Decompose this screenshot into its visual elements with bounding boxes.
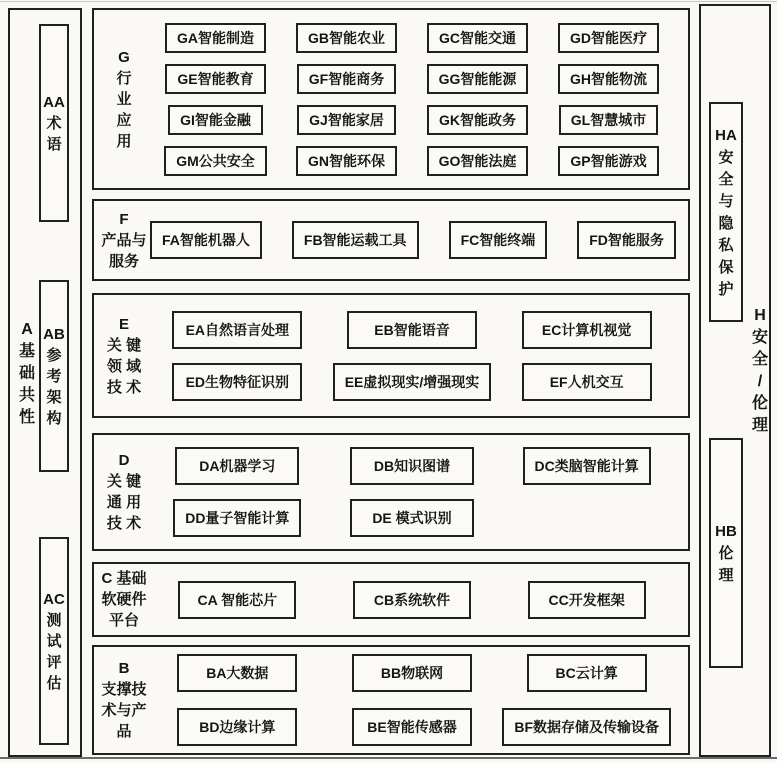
section-d-grid <box>150 435 688 549</box>
scan-edge-top <box>0 1 777 2</box>
section-b-supporting-technologies-products <box>92 645 690 755</box>
block-ha-char: 安 <box>718 148 734 166</box>
block-gc: GC智能交通 <box>427 23 528 53</box>
block-bd: BD边缘计算 <box>177 708 297 746</box>
block-gm: GM公共安全 <box>164 146 267 176</box>
block-aa-terminology <box>39 24 69 222</box>
block-dc: DC类脑智能计算 <box>523 447 651 485</box>
section-g-label-line: G <box>118 48 130 66</box>
section-d-label-line: 技 术 <box>106 515 142 532</box>
section-f-label-line: 产品与 <box>101 231 147 249</box>
section-f-products-services <box>92 199 690 281</box>
section-g-label-line: 业 <box>116 90 132 108</box>
block-ab-char: 参 <box>46 346 62 364</box>
block-hb-char: 理 <box>718 566 734 584</box>
block-ab-char: 架 <box>46 388 62 406</box>
block-gb: GB智能农业 <box>296 23 397 53</box>
block-gi: GI智能金融 <box>168 105 263 135</box>
section-c-label-line: C 基础 <box>101 570 147 587</box>
group-h-label-char: / <box>757 373 763 390</box>
block-ef: EF人机交互 <box>522 363 652 401</box>
section-e-label-line: E <box>118 315 129 333</box>
block-ca: CA 智能芯片 <box>178 581 296 619</box>
section-d-label-line: 关 键 <box>106 473 142 490</box>
block-ee: EE虚拟现实/增强现实 <box>333 363 492 401</box>
group-h-security-ethics <box>699 4 771 757</box>
section-e-key-domain-technologies <box>92 293 690 418</box>
section-e-label <box>94 295 150 416</box>
block-gl: GL智慧城市 <box>559 105 658 135</box>
section-c-grid <box>150 564 688 635</box>
section-d-label <box>94 435 150 549</box>
block-ed: ED生物特征识别 <box>172 363 302 401</box>
block-hb-ethics <box>709 438 743 668</box>
group-a-label-char: 共 <box>18 387 35 404</box>
block-ac-testing-evaluation <box>39 537 69 745</box>
block-ac-char: 试 <box>46 632 62 650</box>
block-cc: CC开发框架 <box>528 581 646 619</box>
group-a-label-char: 础 <box>18 365 35 382</box>
block-ec: EC计算机视觉 <box>522 311 652 349</box>
block-gn: GN智能环保 <box>296 146 397 176</box>
section-g-label-line: 应 <box>116 111 132 129</box>
section-b-label-line: 品 <box>116 723 132 740</box>
block-dd: DD量子智能计算 <box>173 499 301 537</box>
section-e-grid <box>150 295 688 416</box>
block-ab-char: 考 <box>46 367 62 385</box>
block-aa-char: AA <box>43 93 65 111</box>
block-ha-char: 隐 <box>718 214 734 232</box>
section-c-foundation-software-hardware-platform <box>92 562 690 637</box>
group-h-label-char: 理 <box>751 417 768 434</box>
section-g-label-line: 用 <box>116 132 132 150</box>
block-ac-char: AC <box>43 590 65 608</box>
group-a-label-char: A <box>21 321 33 338</box>
block-be: BE智能传感器 <box>352 708 472 746</box>
section-b-label-line: 术与产 <box>101 702 147 719</box>
section-b-grid <box>150 647 688 753</box>
block-de: DE 模式识别 <box>350 499 474 537</box>
scan-edge-bottom <box>0 757 777 759</box>
section-g-label-line: 行 <box>116 69 132 87</box>
block-ac-char: 评 <box>46 653 62 671</box>
block-fa: FA智能机器人 <box>150 221 262 259</box>
section-e-label-line: 技 术 <box>106 378 142 396</box>
section-f-label <box>94 201 150 279</box>
group-a-label <box>16 320 38 427</box>
block-ha-char: 保 <box>718 258 734 276</box>
section-b-label-line: B <box>118 660 130 677</box>
group-h-label-char: 全 <box>751 351 768 368</box>
section-d-label-line: D <box>118 452 130 469</box>
block-cb: CB系统软件 <box>353 581 471 619</box>
block-gh: GH智能物流 <box>558 64 659 94</box>
group-h-label <box>750 306 770 435</box>
block-da: DA机器学习 <box>175 447 299 485</box>
group-h-label-char: H <box>754 307 766 324</box>
block-ba: BA大数据 <box>177 654 297 692</box>
section-f-grid <box>150 201 772 279</box>
block-aa-char: 语 <box>46 135 62 153</box>
block-ab-reference-architecture <box>39 280 69 472</box>
block-fb: FB智能运载工具 <box>292 221 419 259</box>
section-g-grid <box>150 10 688 188</box>
block-ga: GA智能制造 <box>165 23 266 53</box>
block-db: DB知识图谱 <box>350 447 474 485</box>
section-b-label <box>94 647 150 753</box>
block-ac-char: 测 <box>46 611 62 629</box>
block-aa-char: 术 <box>46 114 62 132</box>
block-gd: GD智能医疗 <box>558 23 659 53</box>
block-ab-char: 构 <box>46 409 62 427</box>
section-g-label <box>94 10 150 188</box>
block-hb-char: 伦 <box>718 544 734 562</box>
block-fc: FC智能终端 <box>449 221 548 259</box>
block-hb-char: HB <box>715 522 737 540</box>
section-d-label-line: 通 用 <box>106 494 142 511</box>
section-b-label-line: 支撑技 <box>101 681 147 698</box>
block-bf: BF数据存储及传输设备 <box>502 708 671 746</box>
block-ha-char: 与 <box>718 192 734 210</box>
block-gg: GG智能能源 <box>427 64 529 94</box>
block-eb: EB智能语音 <box>347 311 477 349</box>
section-e-label-line: 领 域 <box>106 357 142 375</box>
section-f-label-line: 服务 <box>108 252 139 270</box>
block-ac-char: 估 <box>46 674 62 692</box>
group-a-label-char: 性 <box>18 409 35 426</box>
block-ea: EA自然语言处理 <box>172 311 302 349</box>
block-ha-char: HA <box>715 126 737 144</box>
block-ab-char: AB <box>43 325 65 343</box>
block-go: GO智能法庭 <box>427 146 529 176</box>
section-d-key-general-technologies <box>92 433 690 551</box>
section-e-label-line: 关 键 <box>106 336 142 354</box>
block-fd: FD智能服务 <box>577 221 676 259</box>
section-f-label-line: F <box>119 210 129 228</box>
section-c-label-line: 平台 <box>108 612 139 629</box>
section-c-label-line: 软硬件 <box>101 591 147 608</box>
block-ha-char: 私 <box>718 236 734 254</box>
section-c-label <box>94 564 150 635</box>
group-a-label-char: 基 <box>18 343 35 360</box>
block-gf: GF智能商务 <box>297 64 396 94</box>
block-bb: BB物联网 <box>352 654 472 692</box>
block-gk: GK智能政务 <box>427 105 528 135</box>
group-a-foundation <box>8 8 82 757</box>
group-h-label-char: 安 <box>751 329 768 346</box>
block-ge: GE智能教育 <box>165 64 265 94</box>
block-gj: GJ智能家居 <box>297 105 396 135</box>
group-h-label-char: 伦 <box>751 395 768 412</box>
section-g-industry-applications <box>92 8 690 190</box>
block-gp: GP智能游戏 <box>558 146 658 176</box>
block-ha-char: 护 <box>718 280 734 298</box>
block-bc: BC云计算 <box>527 654 647 692</box>
block-ha-char: 全 <box>718 170 734 188</box>
